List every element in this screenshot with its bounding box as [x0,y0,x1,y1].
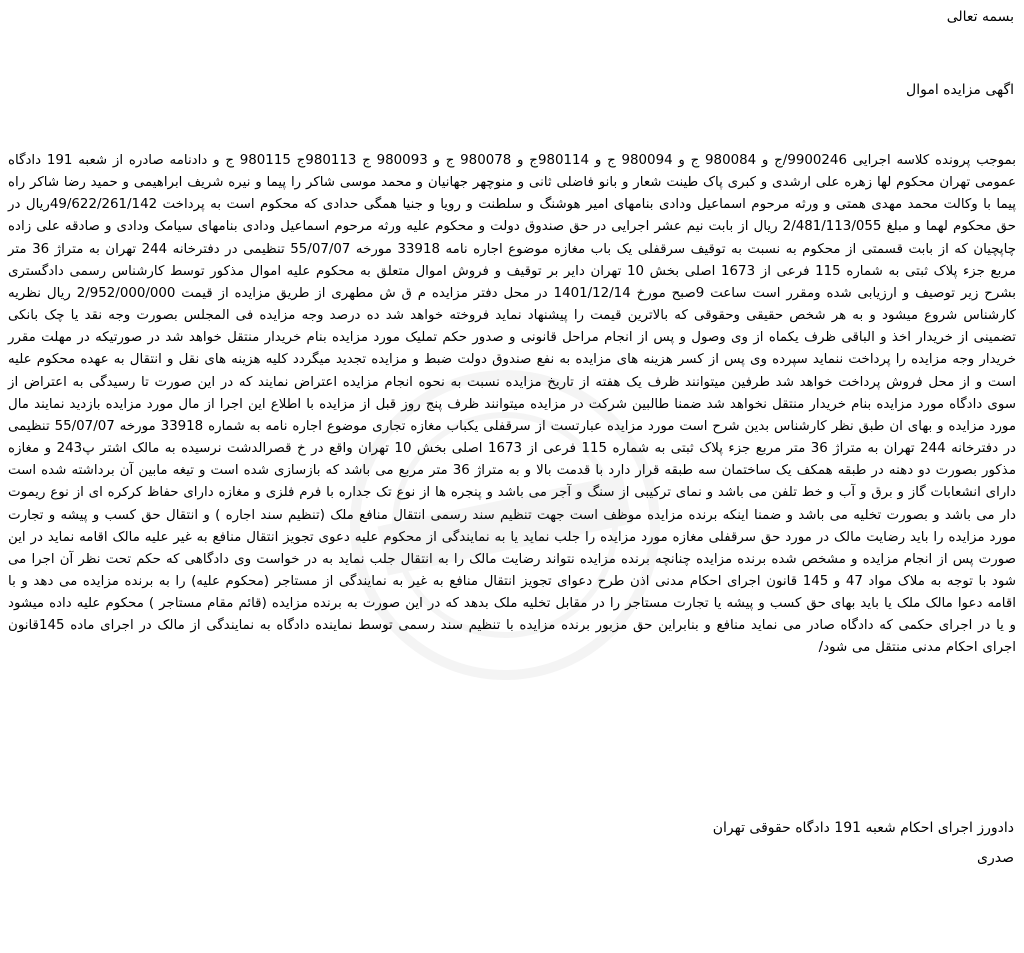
notice-document [8,0,1016,953]
notice-body-text: بموجب پرونده کلاسه اجرایی 9900246/ج و 980084 ج و 980094 ج و 980114ج و 980078 ج و 980093 ج 980113ج 980115 ج و دادنامه صادره از شعبه 191 دادگاه عمومی تهران محکوم لها زهره علی ارشدی و کبری پاک طینت شعار و بانو فاضلی ثانی و منوچهر جهانیان و محمد موسی شاکر را پیما و نیره شریف ابراهیمی و حمید رضا شاکر راه پیما با وکالت محمد مهدی همتی و ورثه مرحوم اسماعیل ودادی بنامهای امیر هوشنگ و سلطنت و رویا و جنیا همگی حدادی که محکوم است به پرداخت 49/622/261/142ریال در حق محکوم لهما و مبلغ 2/481/113/055 ریال از بابت نیم عشر اجرایی در حق صندوق دولت و محکوم علیه ورثه مرحوم اسماعیل ودادی بنامهای سیامک ودادی و صادقه علی زاده چاپچیان که از بابت قسمتی از محکوم به نسبت به توقیف سرقفلی یک باب مغازه موضوع اجاره نامه 33918 مورخه 55/07/07 تنظیمی در دفترخانه 244 تهران به متراژ 36 متر مربع جزء پلاک ثبتی به شماره 115 فرعی از 1673 اصلی بخش 10 تهران دایر بر توقیف و فروش اموال متعلق به محکوم علیه اموال مذکور توسط کارشناس رسمی دادگستری بشرح زیر توصیف و ارزیابی شده ومقرر است ساعت 9صبح مورخ 1401/12/14 در محل دفتر مزایده م ق ش مطهری از طریق مزایده از قیمت 2/952/000/000 ریال نظریه کارشناس شروع میشود و به هر شخص حقیقی وحقوقی که بالاترین قیمت را پیشنهاد نماید فروخته خواهد شد ده درصد وجه مزایده فی المجلس بصورت وجه نقد یا چک بانکی تضمینی از خریدار اخذ و الباقی ظرف یکماه از وی وصول و پس از انجام مراحل قانونی و صدور حکم تملیک مورد مزایده بنام خریدار منتقل خواهد شد در صورتیکه در مهلت مقرر خریدار وجه مزایده را پرداخت ننماید سپرده وی پس از کسر هزینه های مزایده به نفع صندوق دولت ضبط و مزایده تجدید میگردد کلیه هزینه های نقل و انتقال به عهده محکوم علیه است و از محل فروش پرداخت خواهد شد طرفین میتوانند ظرف یک هفته از تاریخ مزایده نسبت به نحوه انجام مزایده اعتراض نمایند که در این صورت تا رسیدگی به اعتراض از سوی دادگاه مورد مزایده بنام خریدار منتقل نخواهد شد ضمنا طالبین شرکت در مزایده میتوانند ظرف پنج روز قبل از مزایده با اطلاع این اجرا از مال مورد مزایده بازدید نمایند مال مورد مزایده و بهای ان طبق نظر کارشناس بدین شرح است مورد مزایده عبارتست از سرقفلی یکباب مغازه تجاری موضوع اجاره نامه به شماره 33918 مورخه 55/07/07 تنظیمی در دفترخانه 244 تهران به متراژ 36 متر مربع جزء پلاک ثبتی به شماره 115 فرعی از 1673 اصلی بخش 10 تهران واقع در خ قصرالدشت نرسیده به مالک اشتر پ243 و مغازه مذکور بصورت دو دهنه در طبقه همکف یک ساختمان سه طبقه قرار دارد با قدمت بالا و به متراژ 36 متر مربع می باشد که بازسازی شده است و تیغه مابین آن برداشته شده است دارای انشعابات گاز و برق و آب و خط تلفن می باشد و نمای ترکیبی از سنگ و آجر می باشد و پنجره ها از نوع تک جداره با فرم فلزی و مغازه دارای حفاظ کرکره ای از نوع ریموت دار می باشد و بصورت تخلیه می باشد و ضمنا اینکه برنده مزایده موظف است جهت تنظیم سند رسمی انتقال منافع ملک (تنظیم سند اجاره ) و انتقال حق کسب و پیشه و تجارت مورد مزایده را باید رضایت مالک در مورد حق سرقفلی مغازه مورد مزایده را جلب نماید یا به نمایندگی از محکوم علیه دعوی تجویز انتقال منافع به غیر علیه مالک اقامه نماید در این صورت پس از انجام مزایده و مشخص شده برنده مزایده چنانچه برنده مزایده نتواند رضایت مالک را به انتقال جلب نماید به در خواست وی دادگاهی که حکم تحت نظر آن اجرا می شود با توجه به ملاک مواد 47 و 145 قانون اجرای احکام مدنی اذن طرح دعوای تجویز انتقال منافع به غیر به نمایندگی از مستاجر (محکوم علیه) را به برنده مزایده می دهد و با اقامه دعوا مالک ملک یا باید بهای حق کسب و پیشه یا تجارت مستاجر را در مقابل تخلیه ملک بدهد که در این صورت به برنده مزایده (قائم مقام مستاجر ) محکوم علیه داده میشود و یا در اجرای حکمی که دادگاه صادر می نماید منافع و بنابراین حق مزبور برنده مزایده با تنظیم سند رسمی توسط نماینده دادگاه به نمایندگی از مالک در اجرای ماده 145قانون اجرای احکام مدنی منتقل می شود/ [8,153,1017,656]
notice-title: اگهی مزایده اموال [906,82,1014,98]
signatory-name: صدری [977,850,1014,866]
invocation-line: بسمه تعالی [946,9,1014,25]
signatory-title: دادورز اجرای احکام شعبه 191 دادگاه حقوقی تهران [712,820,1014,836]
